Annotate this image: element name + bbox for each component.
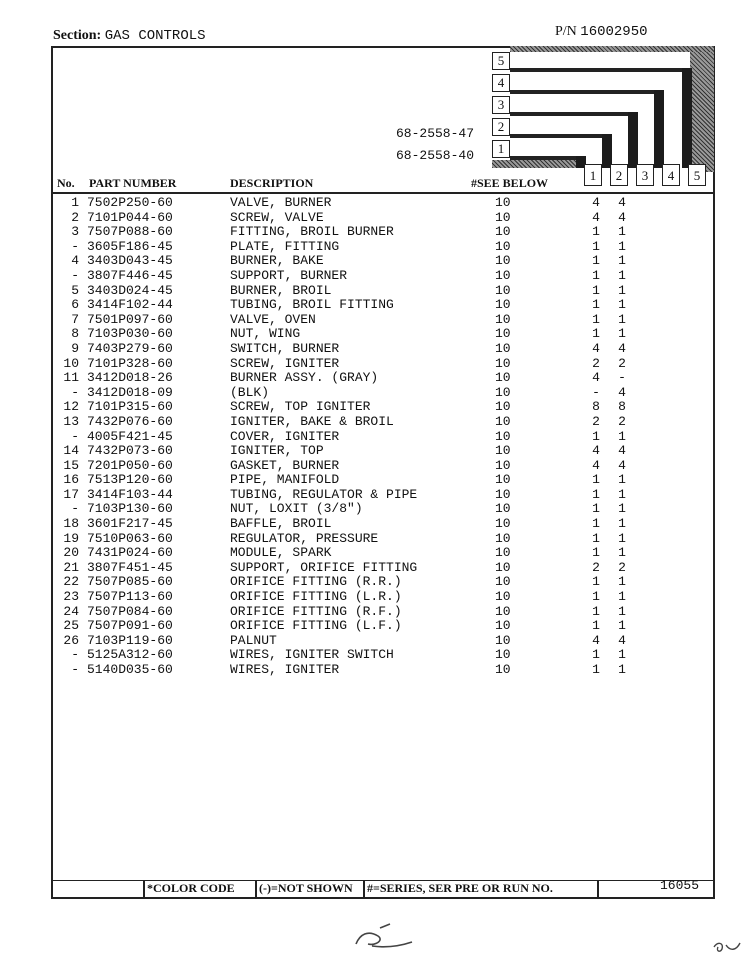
stipple-band-top — [510, 46, 714, 52]
row-part-number: 7513P120-60 — [87, 472, 173, 488]
model-label-40: 68-2558-40 — [396, 148, 475, 163]
row-number: 24 — [63, 603, 79, 619]
row-qty-model-1: 1 — [592, 428, 600, 444]
footer-divider — [597, 881, 599, 897]
row-number: 18 — [63, 516, 79, 532]
row-series: 10 — [495, 340, 511, 356]
row-qty-model-2: 1 — [618, 574, 626, 590]
row-series: 10 — [495, 589, 511, 605]
row-number: 1 — [71, 195, 79, 210]
row-description: SUPPORT, ORIFICE FITTING — [230, 559, 418, 575]
row-series: 10 — [495, 574, 511, 590]
table-row — [53, 313, 713, 328]
row-number: 25 — [63, 618, 79, 634]
row-series: 10 — [495, 384, 511, 400]
row-part-number: 7507P085-60 — [87, 574, 173, 590]
row-description: VALVE, OVEN — [230, 311, 316, 327]
row-description: SCREW, TOP IGNITER — [230, 399, 371, 415]
row-description: BURNER ASSY. (GRAY) — [230, 370, 379, 386]
row-description: SUPPORT, BURNER — [230, 267, 348, 283]
row-number: 6 — [71, 297, 79, 313]
row-description: BAFFLE, BROIL — [230, 516, 332, 532]
row-part-number: 7510P063-60 — [87, 530, 173, 546]
row-series: 10 — [495, 195, 511, 210]
row-qty-model-1: 1 — [592, 662, 600, 677]
row-qty-model-1: 1 — [592, 647, 600, 663]
row-series: 10 — [495, 618, 511, 634]
col-model-2: 2 — [610, 164, 628, 186]
table-row — [53, 415, 713, 430]
table-row — [53, 269, 713, 284]
row-qty-model-2: 1 — [618, 224, 626, 240]
stair-line-3 — [510, 112, 634, 116]
row-description: (BLK) — [230, 384, 270, 400]
footer-legend — [53, 880, 713, 897]
row-description: ORIFICE FITTING (R.F.) — [230, 603, 402, 619]
table-row — [53, 663, 713, 678]
stair-drop-5 — [682, 68, 692, 168]
row-series: 10 — [495, 253, 511, 269]
row-number: 21 — [63, 559, 79, 575]
row-part-number: 7431P024-60 — [87, 545, 173, 561]
row-description: ORIFICE FITTING (L.R.) — [230, 589, 402, 605]
row-part-number: 7101P328-60 — [87, 355, 173, 371]
row-series: 10 — [495, 238, 511, 254]
row-series: 10 — [495, 486, 511, 502]
row-qty-model-2: 1 — [618, 516, 626, 532]
row-number: 17 — [63, 486, 79, 502]
row-part-number: 7103P130-60 — [87, 501, 173, 517]
row-number: 5 — [71, 282, 79, 298]
row-description: ORIFICE FITTING (L.F.) — [230, 618, 402, 634]
table-row — [53, 634, 713, 649]
row-description: NUT, LOXIT (3/8") — [230, 501, 363, 517]
row-part-number: 3403D043-45 — [87, 253, 173, 269]
row-part-number: 3807F451-45 — [87, 559, 173, 575]
row-number: 23 — [63, 589, 79, 605]
row-qty-model-1: 4 — [592, 370, 600, 386]
row-series: 10 — [495, 311, 511, 327]
col-description: DESCRIPTION — [230, 176, 314, 190]
row-part-number: 3414F103-44 — [87, 486, 173, 502]
row-description: BURNER, BROIL — [230, 282, 332, 298]
row-qty-model-1: 1 — [592, 267, 600, 283]
model-box-5: 5 — [492, 52, 510, 70]
table-row — [53, 532, 713, 547]
table-row — [53, 211, 713, 226]
row-qty-model-2: 1 — [618, 618, 626, 634]
row-part-number: 7103P119-60 — [87, 632, 173, 648]
row-number: 16 — [63, 472, 79, 488]
row-series: 10 — [495, 399, 511, 415]
row-qty-model-2: 2 — [618, 559, 626, 575]
section-label: Section: — [53, 28, 102, 43]
model-box-4: 4 — [492, 74, 510, 92]
row-number: 15 — [63, 457, 79, 473]
footer-not-shown: (-)=NOT SHOWN — [259, 881, 353, 895]
row-description: ORIFICE FITTING (R.R.) — [230, 574, 402, 590]
row-description: MODULE, SPARK — [230, 545, 332, 561]
table-row — [53, 561, 713, 576]
row-qty-model-1: 1 — [592, 618, 600, 634]
row-series: 10 — [495, 326, 511, 342]
table-row — [53, 386, 713, 401]
stipple-band-right — [690, 52, 714, 172]
row-series: 10 — [495, 224, 511, 240]
row-qty-model-1: 2 — [592, 413, 600, 429]
row-series: 10 — [495, 457, 511, 473]
row-part-number: 7403P279-60 — [87, 340, 173, 356]
row-qty-model-2: 4 — [618, 209, 626, 225]
row-qty-model-1: 1 — [592, 311, 600, 327]
footer-divider — [143, 881, 145, 897]
table-row — [53, 502, 713, 517]
row-number: 2 — [71, 209, 79, 225]
row-description: WIRES, IGNITER — [230, 662, 340, 677]
row-qty-model-2: - — [618, 370, 626, 386]
part-number-header — [555, 24, 648, 40]
row-qty-model-1: 1 — [592, 574, 600, 590]
row-series: 10 — [495, 632, 511, 648]
stair-line-4 — [510, 90, 660, 94]
table-row — [53, 575, 713, 590]
row-number: 26 — [63, 632, 79, 648]
row-series: 10 — [495, 545, 511, 561]
row-qty-model-1: 4 — [592, 209, 600, 225]
row-qty-model-1: - — [592, 384, 600, 400]
row-qty-model-1: 1 — [592, 545, 600, 561]
stair-drop-4 — [654, 90, 664, 168]
row-number: 22 — [63, 574, 79, 590]
table-row — [53, 254, 713, 269]
row-qty-model-1: 1 — [592, 472, 600, 488]
row-qty-model-2: 1 — [618, 326, 626, 342]
row-description: FITTING, BROIL BURNER — [230, 224, 394, 240]
page-code: 16055 — [660, 878, 700, 893]
row-number: - — [71, 384, 79, 400]
row-qty-model-1: 4 — [592, 340, 600, 356]
row-number: - — [71, 428, 79, 444]
row-qty-model-2: 1 — [618, 238, 626, 254]
col-model-5: 5 — [688, 164, 706, 186]
model-label-47: 68-2558-47 — [396, 126, 475, 141]
row-part-number: 7501P097-60 — [87, 311, 173, 327]
row-qty-model-2: 1 — [618, 603, 626, 619]
row-number: 7 — [71, 311, 79, 327]
row-description: PALNUT — [230, 632, 277, 648]
row-qty-model-2: 1 — [618, 428, 626, 444]
footer-divider — [255, 881, 257, 897]
row-qty-model-1: 4 — [592, 443, 600, 459]
row-qty-model-2: 1 — [618, 647, 626, 663]
table-row — [53, 619, 713, 634]
model-box-2: 2 — [492, 118, 510, 136]
row-part-number: 7502P250-60 — [87, 195, 173, 210]
row-qty-model-1: 1 — [592, 501, 600, 517]
row-qty-model-1: 1 — [592, 297, 600, 313]
row-part-number: 3807F446-45 — [87, 267, 173, 283]
table-row — [53, 430, 713, 445]
row-qty-model-1: 1 — [592, 589, 600, 605]
table-row — [53, 546, 713, 561]
row-series: 10 — [495, 428, 511, 444]
row-number: 4 — [71, 253, 79, 269]
row-series: 10 — [495, 559, 511, 575]
table-row — [53, 488, 713, 503]
table-row — [53, 342, 713, 357]
table-row — [53, 240, 713, 255]
table-row — [53, 298, 713, 313]
row-qty-model-2: 2 — [618, 413, 626, 429]
row-number: 19 — [63, 530, 79, 546]
row-series: 10 — [495, 662, 511, 677]
row-qty-model-2: 1 — [618, 589, 626, 605]
section-header — [53, 28, 206, 44]
row-part-number: 7201P050-60 — [87, 457, 173, 473]
row-series: 10 — [495, 501, 511, 517]
row-qty-model-2: 4 — [618, 457, 626, 473]
table-row — [53, 400, 713, 415]
row-qty-model-2: 1 — [618, 253, 626, 269]
model-box-1: 1 — [492, 140, 510, 158]
row-qty-model-2: 4 — [618, 340, 626, 356]
row-series: 10 — [495, 355, 511, 371]
row-qty-model-1: 4 — [592, 632, 600, 648]
row-part-number: 3601F217-45 — [87, 516, 173, 532]
row-part-number: 3412D018-26 — [87, 370, 173, 386]
row-part-number: 7432P073-60 — [87, 443, 173, 459]
row-qty-model-2: 1 — [618, 267, 626, 283]
row-description: GASKET, BURNER — [230, 457, 340, 473]
row-part-number: 7507P088-60 — [87, 224, 173, 240]
row-number: - — [71, 501, 79, 517]
table-row — [53, 648, 713, 663]
model-box-3: 3 — [492, 96, 510, 114]
table-row — [53, 357, 713, 372]
row-series: 10 — [495, 209, 511, 225]
row-qty-model-1: 4 — [592, 195, 600, 210]
row-part-number: 3403D024-45 — [87, 282, 173, 298]
footer-color-code: *COLOR CODE — [147, 881, 235, 895]
row-qty-model-2: 1 — [618, 545, 626, 561]
table-row — [53, 284, 713, 299]
row-qty-model-2: 1 — [618, 472, 626, 488]
row-qty-model-2: 1 — [618, 282, 626, 298]
section-name: GAS CONTROLS — [104, 28, 206, 44]
row-number: 3 — [71, 224, 79, 240]
row-qty-model-1: 1 — [592, 530, 600, 546]
row-description: PLATE, FITTING — [230, 238, 340, 254]
table-row — [53, 196, 713, 211]
row-series: 10 — [495, 282, 511, 298]
row-qty-model-2: 1 — [618, 297, 626, 313]
table-row — [53, 605, 713, 620]
row-description: IGNITER, TOP — [230, 443, 324, 459]
row-qty-model-1: 1 — [592, 603, 600, 619]
row-qty-model-1: 1 — [592, 282, 600, 298]
table-row — [53, 225, 713, 240]
row-number: 13 — [63, 413, 79, 429]
row-part-number: 7507P084-60 — [87, 603, 173, 619]
row-part-number: 7507P113-60 — [87, 589, 173, 605]
row-number: 14 — [63, 443, 79, 459]
row-qty-model-2: 1 — [618, 662, 626, 677]
row-description: IGNITER, BAKE & BROIL — [230, 413, 394, 429]
row-number: 12 — [63, 399, 79, 415]
row-description: COVER, IGNITER — [230, 428, 340, 444]
row-series: 10 — [495, 647, 511, 663]
row-description: NUT, WING — [230, 326, 301, 342]
row-qty-model-1: 1 — [592, 253, 600, 269]
row-number: 9 — [71, 340, 79, 356]
row-number: - — [71, 662, 79, 677]
row-part-number: 4005F421-45 — [87, 428, 173, 444]
row-series: 10 — [495, 267, 511, 283]
row-qty-model-2: 4 — [618, 632, 626, 648]
row-qty-model-2: 1 — [618, 311, 626, 327]
col-model-3: 3 — [636, 164, 654, 186]
row-qty-model-2: 8 — [618, 399, 626, 415]
col-model-1: 1 — [584, 164, 602, 186]
stair-line-5 — [510, 68, 686, 72]
table-row — [53, 371, 713, 386]
row-description: PIPE, MANIFOLD — [230, 472, 340, 488]
row-series: 10 — [495, 603, 511, 619]
row-qty-model-1: 1 — [592, 238, 600, 254]
footer-series-note: #=SERIES, SER PRE OR RUN NO. — [367, 881, 553, 895]
row-qty-model-2: 2 — [618, 355, 626, 371]
stair-line-2 — [510, 134, 608, 138]
row-qty-model-2: 4 — [618, 384, 626, 400]
row-part-number: 7432P076-60 — [87, 413, 173, 429]
handwritten-signature — [350, 918, 420, 952]
row-number: - — [71, 267, 79, 283]
row-description: TUBING, REGULATOR & PIPE — [230, 486, 418, 502]
stair-drop-3 — [628, 112, 638, 168]
row-series: 10 — [495, 516, 511, 532]
row-description: SCREW, IGNITER — [230, 355, 340, 371]
row-qty-model-1: 1 — [592, 326, 600, 342]
row-part-number: 7103P030-60 — [87, 326, 173, 342]
row-series: 10 — [495, 297, 511, 313]
row-part-number: 5140D035-60 — [87, 662, 173, 677]
row-number: 11 — [63, 370, 79, 386]
row-series: 10 — [495, 370, 511, 386]
row-series: 10 — [495, 530, 511, 546]
row-series: 10 — [495, 413, 511, 429]
row-qty-model-1: 2 — [592, 559, 600, 575]
row-qty-model-2: 1 — [618, 530, 626, 546]
row-part-number: 3605F186-45 — [87, 238, 173, 254]
row-number: 10 — [63, 355, 79, 371]
row-qty-model-1: 1 — [592, 486, 600, 502]
table-row — [53, 444, 713, 459]
table-row — [53, 473, 713, 488]
row-qty-model-2: 4 — [618, 195, 626, 210]
row-qty-model-1: 4 — [592, 457, 600, 473]
row-qty-model-1: 1 — [592, 516, 600, 532]
row-number: - — [71, 647, 79, 663]
parts-table-body — [53, 196, 713, 678]
row-part-number: 3412D018-09 — [87, 384, 173, 400]
col-model-4: 4 — [662, 164, 680, 186]
row-description: VALVE, BURNER — [230, 195, 332, 210]
row-qty-model-1: 8 — [592, 399, 600, 415]
row-number: 8 — [71, 326, 79, 342]
row-part-number: 3414F102-44 — [87, 297, 173, 313]
row-description: BURNER, BAKE — [230, 253, 324, 269]
col-part-number: PART NUMBER — [89, 176, 177, 190]
row-qty-model-1: 2 — [592, 355, 600, 371]
row-qty-model-2: 1 — [618, 501, 626, 517]
table-row — [53, 590, 713, 605]
footer-divider — [363, 881, 365, 897]
table-row — [53, 327, 713, 342]
row-description: REGULATOR, PRESSURE — [230, 530, 379, 546]
row-series: 10 — [495, 472, 511, 488]
row-part-number: 7101P044-60 — [87, 209, 173, 225]
handwritten-mark — [710, 935, 746, 959]
row-part-number: 7507P091-60 — [87, 618, 173, 634]
table-row — [53, 459, 713, 474]
row-description: SWITCH, BURNER — [230, 340, 340, 356]
row-description: SCREW, VALVE — [230, 209, 324, 225]
row-description: WIRES, IGNITER SWITCH — [230, 647, 394, 663]
row-number: - — [71, 238, 79, 254]
row-part-number: 7101P315-60 — [87, 399, 173, 415]
stipple-band-bottom — [492, 160, 576, 168]
row-description: TUBING, BROIL FITTING — [230, 297, 394, 313]
row-qty-model-1: 1 — [592, 224, 600, 240]
table-row — [53, 517, 713, 532]
row-series: 10 — [495, 443, 511, 459]
col-series: #SEE BELOW — [471, 176, 549, 190]
col-no: No. — [57, 176, 75, 190]
row-number: 20 — [63, 545, 79, 561]
pn-label: P/N — [555, 24, 577, 39]
row-part-number: 5125A312-60 — [87, 647, 173, 663]
stair-drop-2 — [602, 134, 612, 168]
pn-value: 16002950 — [580, 24, 648, 40]
row-qty-model-2: 1 — [618, 486, 626, 502]
row-qty-model-2: 4 — [618, 443, 626, 459]
